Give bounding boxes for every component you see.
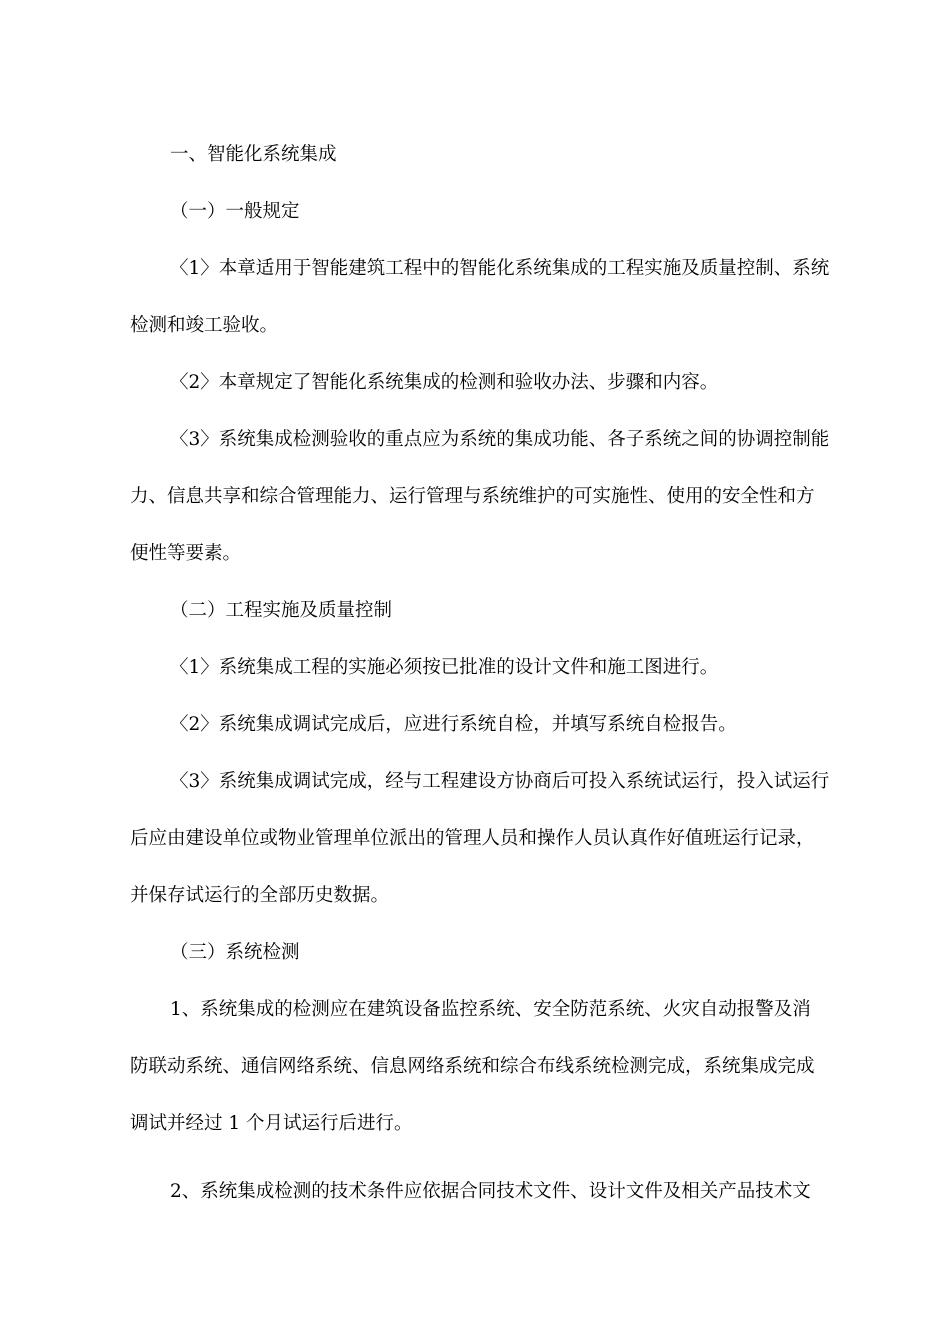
- section-title-general: （一）一般规定: [170, 201, 300, 222]
- paragraph-line: 〈1〉本章适用于智能建筑工程中的智能化系统集成的工程实施及质量控制、系统: [170, 258, 830, 279]
- paragraph-line: 力、信息共享和综合管理能力、运行管理与系统维护的可实施性、使用的安全性和方: [130, 486, 815, 507]
- chapter-heading: 一、智能化系统集成: [170, 144, 337, 165]
- paragraph-line: 调试并经过 1 个月试运行后进行。: [130, 1113, 413, 1134]
- paragraph-line: 1、系统集成的检测应在建筑设备监控系统、安全防范系统、火灾自动报警及消: [170, 999, 811, 1020]
- paragraph-line: 〈3〉系统集成调试完成，经与工程建设方协商后可投入系统试运行，投入试运行: [170, 771, 830, 792]
- paragraph-line: 后应由建设单位或物业管理单位派出的管理人员和操作人员认真作好值班运行记录，: [130, 828, 815, 849]
- paragraph-line: 并保存试运行的全部历史数据。: [130, 885, 390, 906]
- section-title-testing: （三）系统检测: [170, 942, 300, 963]
- section-title-implementation: （二）工程实施及质量控制: [170, 600, 393, 621]
- paragraph-line: 防联动系统、通信网络系统、信息网络系统和综合布线系统检测完成，系统集成完成: [130, 1056, 815, 1077]
- paragraph-line: 〈3〉系统集成检测验收的重点应为系统的集成功能、各子系统之间的协调控制能: [170, 429, 830, 450]
- paragraph-line: 〈1〉系统集成工程的实施必须按已批准的设计文件和施工图进行。: [170, 657, 719, 678]
- paragraph-line: 便性等要素。: [130, 543, 242, 564]
- paragraph-line: 〈2〉本章规定了智能化系统集成的检测和验收办法、步骤和内容。: [170, 372, 719, 393]
- paragraph-line: 2、系统集成检测的技术条件应依据合同技术文件、设计文件及相关产品技术文: [170, 1181, 811, 1202]
- paragraph-line: 〈2〉系统集成调试完成后，应进行系统自检，并填写系统自检报告。: [170, 714, 737, 735]
- paragraph-line: 检测和竣工验收。: [130, 315, 279, 336]
